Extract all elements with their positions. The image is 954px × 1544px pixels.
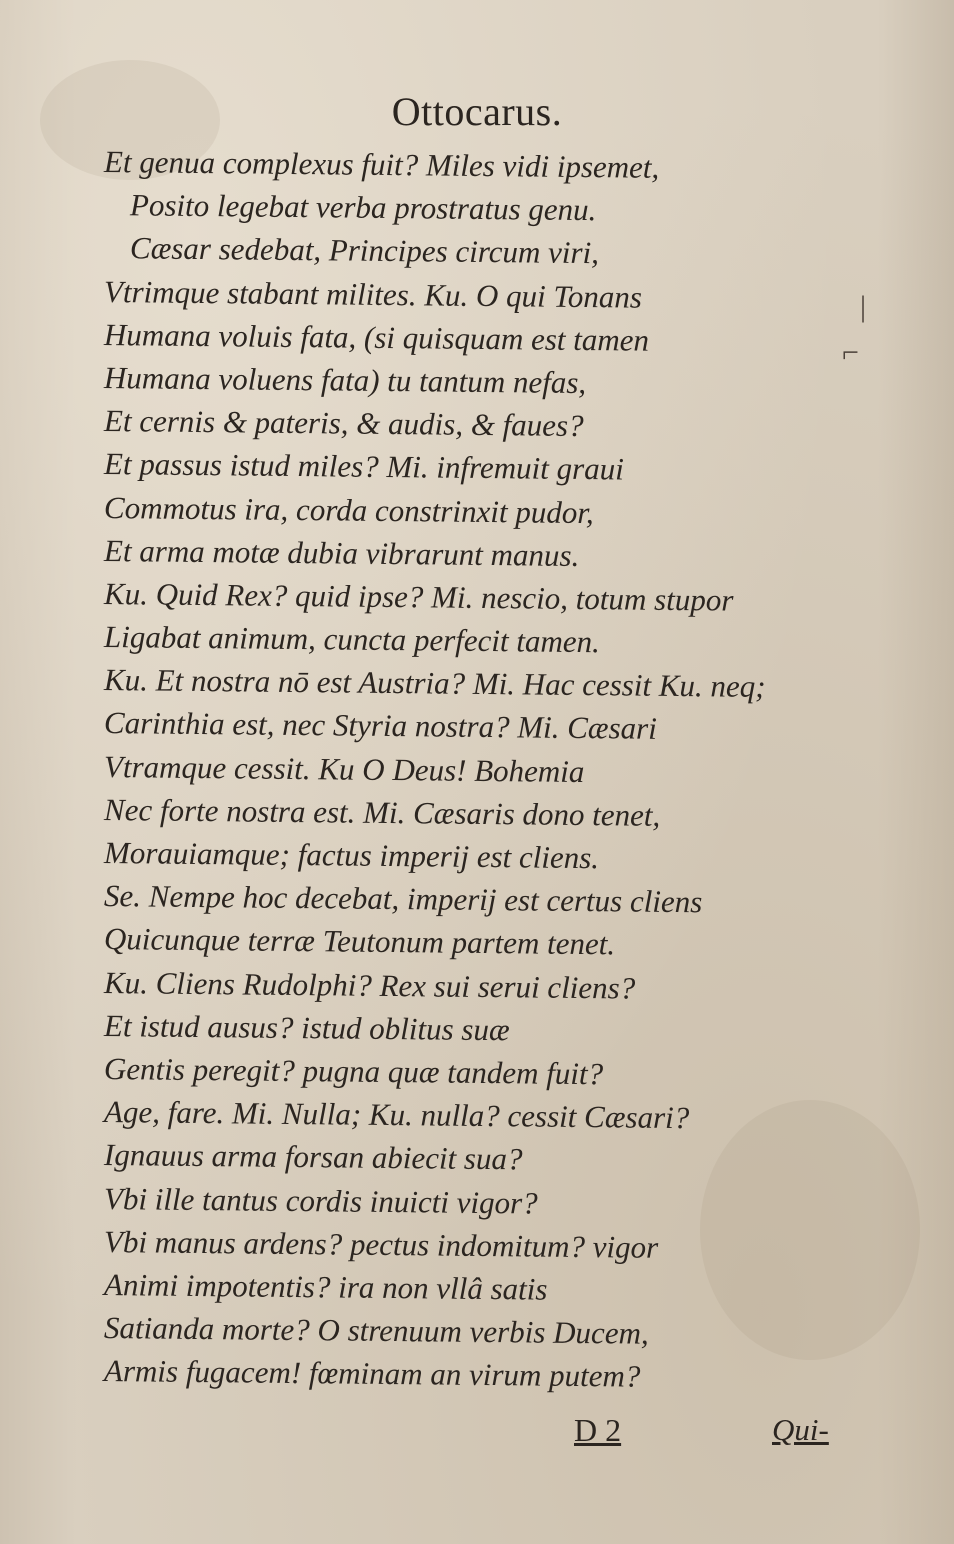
verse-line: Morauiamque; factus imperij est cliens. [103, 835, 600, 876]
verse-line: Quicunque terræ Teutonum partem tenet. [103, 921, 616, 962]
verse-line: Se. Nempe hoc decebat, imperij est certus cliens [103, 878, 703, 920]
verse-line: Nec forte nostra est. Mi. Cæsaris dono tenet, [103, 791, 661, 833]
verse-line: Et passus istud miles? Mi. infremuit graui [103, 446, 624, 487]
verse-line: Vbi ille tantus cordis inuicti vigor? [103, 1180, 538, 1221]
verse-line: Ligabat animum, cuncta perfecit tamen. [103, 619, 601, 660]
verse-line: Vbi manus ardens? pectus indomitum? vigor [103, 1223, 659, 1265]
verse-line: Humana voluens fata) tu tantum nefas, [103, 359, 587, 400]
verse-line: Et genua complexus fuit? Miles vidi ipsemet, [103, 144, 660, 185]
catchword: Qui- [772, 1412, 829, 1447]
verse-line: Carinthia est, nec Styria nostra? Mi. Cæsari [103, 705, 658, 747]
verse-line: Vtramque cessit. Ku O Deus! Bohemia [103, 748, 585, 789]
verse-line: Animi impotentis? ira non vllâ satis [103, 1266, 548, 1307]
running-head: Ottocarus. [391, 89, 563, 134]
verse-line: Age, fare. Mi. Nulla; Ku. nulla? cessit Cæsari? [103, 1094, 690, 1136]
verse-line: Ku. Cliens Rudolphi? Rex sui serui cliens? [103, 964, 636, 1006]
verse-line: Armis fugacem! fœminam an virum putem? [103, 1353, 641, 1394]
verse-line: Posito legebat verba prostratus genu. [129, 187, 597, 228]
verse-line: Vtrimque stabant milites. Ku. O qui Tonans [103, 273, 643, 315]
verse-line: Humana voluis fata, (si quisquam est tamen [103, 316, 650, 358]
verse-line: Ku. Quid Rex? quid ipse? Mi. nescio, totum stupor [103, 575, 734, 618]
verse-line: Ku. Et nostra nō est Austria? Mi. Hac cessit Ku. neq; [103, 662, 766, 705]
verse-block [104, 140, 874, 1392]
verse-line: Ignauus arma forsan abiecit sua? [103, 1137, 523, 1177]
margin-mark: | [860, 290, 867, 323]
signature-mark: D 2 [574, 1412, 622, 1448]
verse-line: Et arma motæ dubia vibrarunt manus. [103, 532, 580, 573]
verse-line: Cæsar sedebat, Principes circum viri, [129, 230, 600, 271]
verse-line: Commotus ira, corda constrinxit pudor, [103, 489, 594, 530]
verse-line: Et cernis & pateris, & audis, & faues? [103, 403, 584, 444]
verse-line: Satianda morte? O strenuum verbis Ducem, [103, 1310, 649, 1351]
verse-line: Et istud ausus? istud oblitus suæ [103, 1007, 510, 1047]
verse-line: Gentis peregit? pugna quæ tandem fuit? [103, 1050, 604, 1092]
margin-mark: ⌐ [842, 336, 859, 369]
